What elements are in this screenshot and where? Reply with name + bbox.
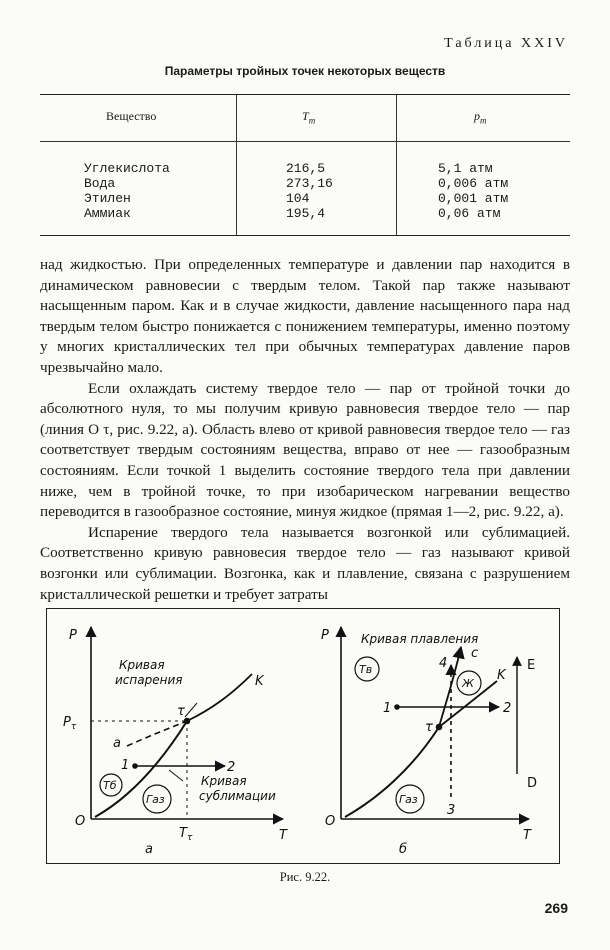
label-1-a: 1 <box>121 758 130 773</box>
figure-caption: Рис. 9.22. <box>279 870 331 884</box>
label-a-point: a <box>113 736 121 751</box>
label-k-a: K <box>255 674 264 689</box>
label-evap-2: испарения <box>115 673 183 687</box>
label-4: 4 <box>439 656 448 671</box>
header-temperature: $T_т$ <box>302 109 316 126</box>
point-1-a <box>133 764 137 768</box>
label-axis-p-b: P <box>321 628 329 643</box>
table-cell: 216,5 <box>286 161 326 176</box>
column-temperature <box>286 161 333 221</box>
paragraph: Испарение твердого тела называется возгонкой или сублимацией. Соответственно кривую равновесия твердое тело — газ называют кривой возгонки или сублимации. Возгонка, как и плавление, связана с разрушением кристаллической решетки и требует затраты <box>40 523 570 603</box>
triple-point-a <box>185 719 190 724</box>
label-e: E <box>527 658 536 673</box>
column-pressure <box>438 161 508 221</box>
header-substance: Вещество <box>106 109 157 123</box>
table-cell: Этилен <box>84 191 131 206</box>
label-region-gas-b: Газ <box>399 793 418 806</box>
label-2-b: 2 <box>503 701 512 716</box>
table-cell: 273,16 <box>286 176 333 191</box>
label-2-a: 2 <box>227 760 236 775</box>
triple-point-b <box>437 725 442 730</box>
label-origin-a: O <box>75 814 86 829</box>
column-substance <box>84 161 170 221</box>
table-cell: 0,001 атм <box>438 191 509 206</box>
page-number: 269 <box>544 900 568 916</box>
diagram-b <box>341 627 529 819</box>
label-3: 3 <box>447 803 456 818</box>
label-region-liquid: Ж <box>462 677 474 690</box>
label-axis-t-a: T <box>279 828 287 843</box>
label-melting: Кривая плавления <box>361 632 479 646</box>
label-tau-a: τ <box>177 704 185 719</box>
triple-point-table <box>40 94 570 236</box>
paragraph: Если охлаждать систему твердое тело — пар от тройной точки до абсолютного нуля, то мы получим кривую равновесия твердое тело — пар (линия O τ, рис. 9.22, а). Область влево от кривой равновесия твердое тело — газ соответствует твердым состояниям вещества, вправо от нее — газообразным состояниям. Если точкой 1 выделить состояние твердого тела при давлении ниже, чем в тройной точке, то при изобарическом нагревании вещество переводится в газообразное состояние, минуя жидкое (прямая 1—2, рис. 9.22, а). <box>40 379 570 521</box>
table-cell: 0,06 атм <box>438 206 501 221</box>
point-1-b <box>395 705 399 709</box>
body-text <box>40 255 570 605</box>
table-cell: 0,006 атм <box>438 176 509 191</box>
label-origin-b: O <box>325 814 336 829</box>
paragraph: над жидкостью. При определенных температуре и давлении пар находится в динамическом равновесии с твердым телом. Такой пар также называют насыщенным паром. Как и в случае жидкости, давление насыщенного пара над твердым телом быстро понижается с понижением температуры, именно поэтому у многих кристаллических тел при обычных температурах давление паров чрезвычайно мало. <box>40 256 570 376</box>
label-1-b: 1 <box>383 701 392 716</box>
label-axis-p-a: P <box>69 628 77 643</box>
table-cell: Вода <box>84 176 116 191</box>
label-region-solid-a: Тб <box>103 779 117 792</box>
sublimation-curve <box>95 721 187 817</box>
sublimation-curve-b <box>345 727 439 817</box>
phase-diagrams <box>47 609 558 862</box>
label-subl-1: Кривая <box>201 774 247 788</box>
table-cell: Углекислота <box>84 161 170 176</box>
table-cell: 195,4 <box>286 206 326 221</box>
table-cell: 5,1 атм <box>438 161 493 176</box>
leader-evap <box>185 703 197 717</box>
leader-subl <box>169 770 183 781</box>
evaporation-curve <box>187 674 252 721</box>
label-d: D <box>527 776 538 791</box>
table-label: Таблица XXIV <box>444 36 568 51</box>
label-subl-2: сублимации <box>199 789 276 803</box>
label-region-solid-b: Тв <box>359 663 373 676</box>
label-tau-b: τ <box>425 720 433 735</box>
table-cell: 104 <box>286 191 310 206</box>
label-region-gas-a: Газ <box>146 793 165 806</box>
label-sub-a: а <box>145 842 153 857</box>
figure-9-22 <box>46 608 560 864</box>
label-tt: $T_\tau$ <box>179 826 193 843</box>
header-pressure: $p_т$ <box>474 109 487 126</box>
label-sub-b: б <box>399 842 408 857</box>
label-axis-t-b: T <box>523 828 531 843</box>
label-pt: $P_\tau$ <box>63 715 77 732</box>
table-cell: Аммиак <box>84 206 131 221</box>
label-evap-1: Кривая <box>119 658 165 672</box>
table-caption: Параметры тройных точек некоторых веществ <box>164 64 446 78</box>
label-c: c <box>471 646 479 661</box>
label-k-b: K <box>497 668 506 683</box>
